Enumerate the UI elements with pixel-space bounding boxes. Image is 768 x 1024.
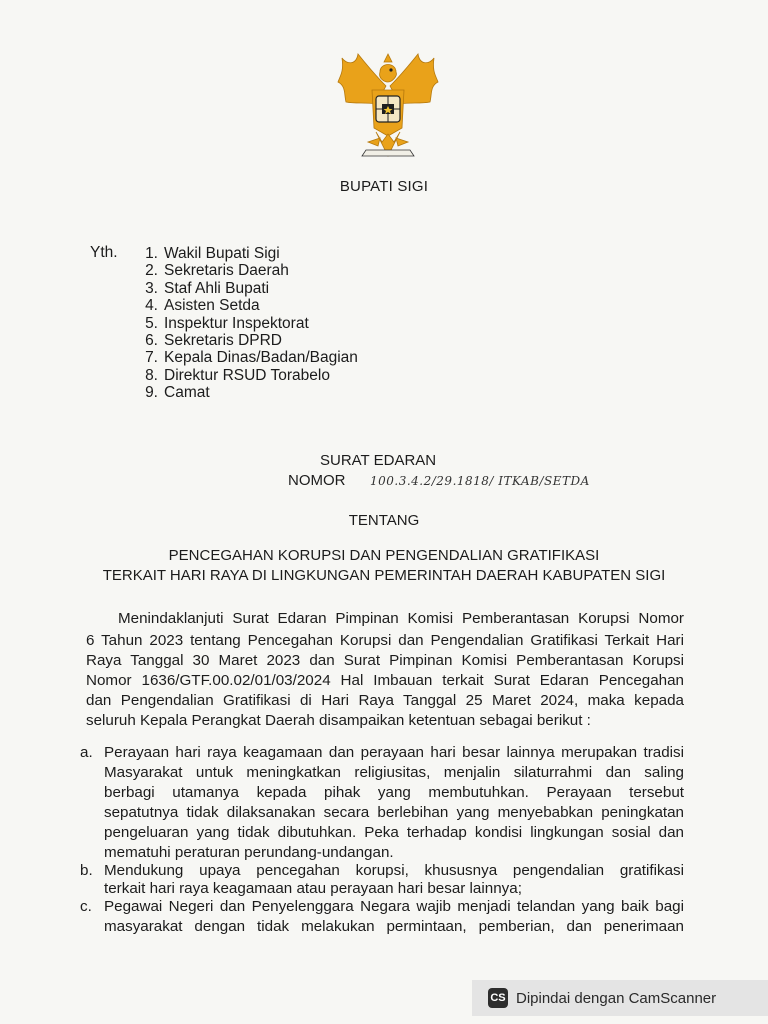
intro-line: seluruh Kepala Perangkat Daerah disampaikan ketentuan sebagai berikut : <box>86 712 591 729</box>
recipient-item: 4. Asisten Setda <box>145 297 260 315</box>
item-marker: b. <box>80 862 93 879</box>
recipient-item: 3. Staf Ahli Bupati <box>145 279 270 297</box>
recipient-item: 9. Camat <box>145 384 210 402</box>
recipient-item: 2. Sekretaris Daerah <box>145 262 289 280</box>
item-line: masyarakat dengan tidak melakukan permintaan, pemberian, dan penerimaan <box>104 918 684 935</box>
recipients-label: Yth. <box>90 244 118 261</box>
item-line: pengeluaran yang tidak dibutuhkan. Peka terhadap kondisi lingkungan sosial dan <box>104 824 684 841</box>
subject-line: TERKAIT HARI RAYA DI LINGKUNGAN PEMERINTAH DAERAH KABUPATEN SIGI <box>102 567 666 584</box>
recipient-item: 7. Kepala Dinas/Badan/Bagian <box>145 349 358 367</box>
intro-line: Raya Tanggal 30 Maret 2023 dan Surat Pimpinan Komisi Pemberantasan Korupsi <box>86 652 684 669</box>
recipient-list <box>136 245 358 402</box>
item-marker: a. <box>80 744 93 761</box>
number-value-handwritten: 100.3.4.2/29.1818/ ITKAB/SETDA <box>370 474 590 488</box>
recipient-item: 1. Wakil Bupati Sigi <box>145 245 280 262</box>
number-label: NOMOR <box>288 472 346 489</box>
intro-line: Nomor 1636/GTF.00.02/01/03/2024 Hal Imbauan terkait Surat Edaran Pencegahan <box>86 672 684 689</box>
intro-line: dan Pengendalian Gratifikasi di Hari Raya Tanggal 25 Maret 2024, maka kepada <box>86 692 684 709</box>
item-line: terkait hari raya keagamaan atau perayaan hari besar lainnya; <box>104 880 522 897</box>
item-marker: c. <box>80 898 92 915</box>
garuda-emblem <box>336 46 440 164</box>
about-heading: TENTANG <box>348 512 420 529</box>
item-line: Mendukung upaya pencegahan korupsi, khususnya pengendalian gratifikasi <box>104 862 684 879</box>
recipient-item: 6. Sekretaris DPRD <box>145 331 282 349</box>
intro-line: Menindaklanjuti Surat Edaran Pimpinan Komisi Pemberantasan Korupsi Nomor <box>118 610 684 627</box>
recipient-item: 8. Direktur RSUD Torabelo <box>145 366 330 384</box>
item-line: berbagi utamanya kepada pihak yang membutuhkan. Perayaan tersebut <box>104 784 684 801</box>
camscanner-icon: CS <box>488 988 508 1008</box>
circular-title: SURAT EDARAN <box>320 452 437 469</box>
item-line: sepatutnya tidak dilaksanakan secara berlebihan yang menyebabkan peningkatan <box>104 804 684 821</box>
item-line: Perayaan hari raya keagamaan dan perayaan hari besar lainnya merupakan tradisi <box>104 744 684 761</box>
intro-line: 6 Tahun 2023 tentang Pencegahan Korupsi dan Pengendalian Gratifikasi Terkait Hari <box>86 632 684 649</box>
item-line: Masyarakat untuk meningkatkan religiusitas, menjalin silaturrahmi dan saling <box>104 764 684 781</box>
recipient-item: 5. Inspektur Inspektorat <box>145 314 309 332</box>
item-line: Pegawai Negeri dan Penyelenggara Negara wajib menjadi telandan yang baik bagi <box>104 898 684 915</box>
item-line: mematuhi peraturan perundang-undangan. <box>104 844 394 861</box>
subject-line: PENCEGAHAN KORUPSI DAN PENGENDALIAN GRATIFIKASI <box>168 547 600 564</box>
letter-title: BUPATI SIGI <box>339 178 429 195</box>
camscanner-badge <box>472 980 768 1016</box>
camscanner-text: Dipindai dengan CamScanner <box>516 989 717 1007</box>
